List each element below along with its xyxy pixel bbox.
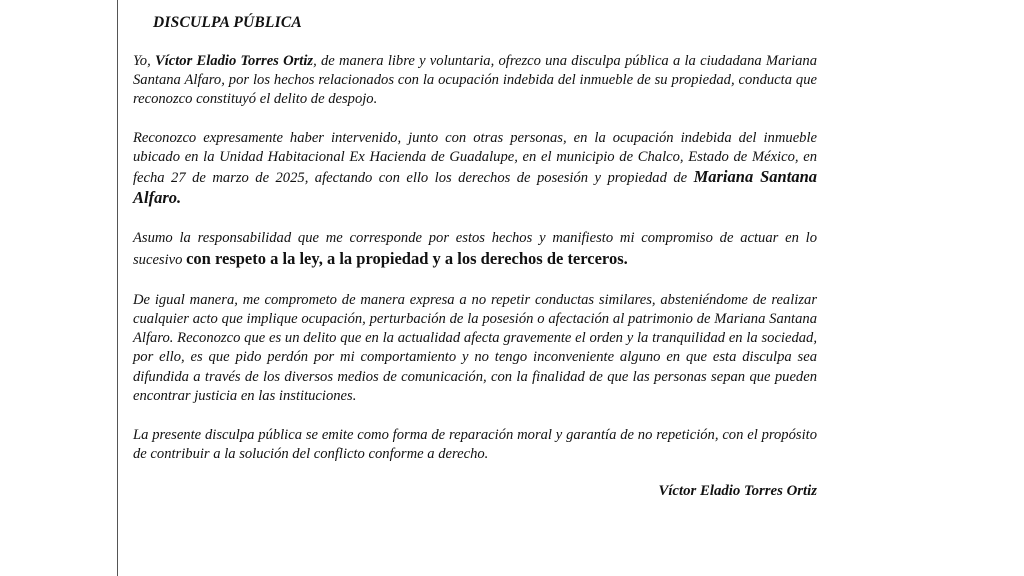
paragraph-apology-text-start: Yo,	[133, 53, 155, 69]
paragraph-acknowledgement-text: Reconozco expresamente haber intervenido, junto con otras personas, en la ocupación indebida del inmueble ubicado en la Unidad Habitacional Ex Hacienda de Guadalupe, en el municipio de Chalco, Estado de México, en fecha 27 de marzo de 2025, afectando con ello los derechos de posesión y propiedad de	[133, 129, 817, 187]
paragraph-commitment-text: Asumo la responsabilidad que me corresponde por estos hechos y manifiesto mi compromiso de actuar en lo sucesivo	[133, 230, 817, 268]
paragraph-apology-text-end: , de manera libre y voluntaria, ofrezco una disculpa pública a la ciudadana Mariana Santana Alfaro, por los hechos relacionados con la ocupación indebida del inmueble de su propiedad, conducta que reconozco constituyó el delito de despojo.	[133, 53, 818, 108]
paragraph-acknowledgement	[133, 129, 817, 210]
commitment-emphasis: con respeto a la ley, a la propiedad y a los derechos de terceros.	[186, 248, 628, 268]
page-margin-line	[117, 0, 118, 576]
paragraph-commitment	[133, 229, 817, 269]
paragraph-apology	[133, 52, 817, 110]
victim-name: Mariana Santana Alfaro.	[133, 167, 817, 208]
document-title: DISCULPA PÚBLICA	[153, 14, 302, 31]
paragraph-reparation: La presente disculpa pública se emite como forma de reparación moral y garantía de no repetición, con el propósito de contribuir a la solución del conflicto conforme a derecho.	[133, 427, 817, 463]
document-page	[133, 13, 817, 501]
paragraph-non-repetition: De igual manera, me comprometo de manera expresa a no repetir conductas similares, absteniéndome de realizar cualquier acto que implique ocupación, perturbación de la posesión o afectación al patrimonio de Mariana Santana Alfaro. Reconozco que es un delito que en la actualidad afecta gravemente el orden y la tranquilidad en la sociedad, por ello, es que pido perdón por mi comportamiento y no tengo inconveniente alguno en que esta disculpa sea difundida a través de los diversos medios de comunicación, con la finalidad de que las personas sepan que pueden encontrar justicia en las instituciones.	[133, 291, 817, 404]
author-name: Víctor Eladio Torres Ortiz	[154, 53, 314, 69]
signature: Víctor Eladio Torres Ortiz	[658, 483, 817, 500]
